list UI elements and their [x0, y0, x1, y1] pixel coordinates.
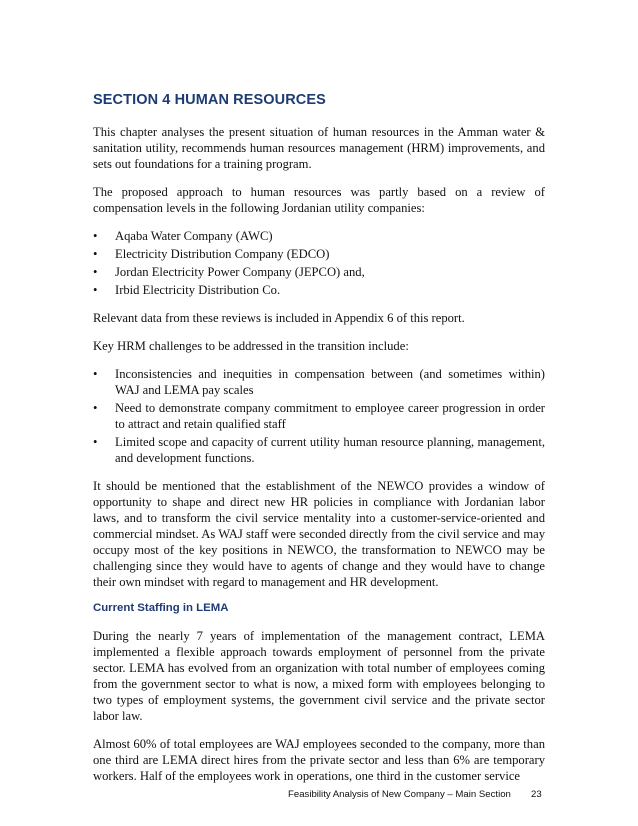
bullet-icon: • — [93, 401, 98, 415]
newco-paragraph: It should be mentioned that the establishment of the NEWCO provides a window of opportunity to shape and direct new HR policies in compliance with Jordanian labor laws, and to transform the civil service mentality into a customer-service-oriented and commercial mindset. As WAJ staff were seconded directly from the civil service and may occupy most of the key positions in NEWCO, the transformation to NEWCO may be challenging since they would have to agents of change and they would have to change their own mindset with regard to management and HR development. — [93, 479, 545, 589]
list-item — [93, 228, 545, 244]
bullet-icon: • — [93, 229, 98, 243]
page-footer — [0, 789, 638, 805]
challenge-text: Limited scope and capacity of current utility human resource planning, management, and development functions. — [115, 435, 545, 465]
company-name: Electricity Distribution Company (EDCO) — [115, 247, 330, 261]
list-item — [93, 434, 545, 466]
subsection-title: Current Staffing in LEMA — [93, 602, 229, 614]
company-list — [93, 228, 545, 298]
staffing-paragraph: Almost 60% of total employees are WAJ employees seconded to the company, more than one third are LEMA direct hires from the private sector and less than 6% are temporary workers. Half of the employees work in operations, one third in the customer service — [93, 737, 545, 783]
bullet-icon: • — [93, 265, 98, 279]
challenge-text: Inconsistencies and inequities in compensation between (and sometimes within) WAJ and LEMA pay scales — [115, 367, 545, 397]
footer-title: Feasibility Analysis of New Company – Main Section — [288, 789, 511, 800]
section-title: SECTION 4 HUMAN RESOURCES — [93, 92, 326, 108]
company-name: Jordan Electricity Power Company (JEPCO) and, — [115, 265, 365, 279]
page-number: 23 — [531, 789, 542, 800]
page-content — [93, 92, 545, 796]
list-item — [93, 246, 545, 262]
company-name: Aqaba Water Company (AWC) — [115, 229, 273, 243]
staffing-paragraph: During the nearly 7 years of implementation of the management contract, LEMA implemented a flexible approach towards employment of personnel from the private sector. LEMA has evolved from an organization with total number of employees coming from the government sector to what is now, a mixed form with employees belonging to two types of employment systems, the government civil service and the private sector labor law. — [93, 629, 545, 723]
bullet-icon: • — [93, 367, 98, 381]
challenge-list — [93, 366, 545, 466]
list-item — [93, 282, 545, 298]
list-item — [93, 400, 545, 432]
list-item — [93, 264, 545, 280]
intro-paragraph: This chapter analyses the present situation of human resources in the Amman water & sanitation utility, recommends human resources management (HRM) improvements, and sets out foundations for a training program. — [93, 125, 545, 171]
list-item — [93, 366, 545, 398]
bullet-icon: • — [93, 283, 98, 297]
company-name: Irbid Electricity Distribution Co. — [115, 283, 281, 297]
body-paragraph: Key HRM challenges to be addressed in the transition include: — [93, 339, 409, 353]
challenge-text: Need to demonstrate company commitment to employee career progression in order to attract and retain qualified staff — [115, 401, 545, 431]
body-paragraph: Relevant data from these reviews is included in Appendix 6 of this report. — [93, 311, 465, 325]
bullet-icon: • — [93, 247, 98, 261]
intro-paragraph: The proposed approach to human resources was partly based on a review of compensation levels in the following Jordanian utility companies: — [93, 185, 545, 215]
bullet-icon: • — [93, 435, 98, 449]
